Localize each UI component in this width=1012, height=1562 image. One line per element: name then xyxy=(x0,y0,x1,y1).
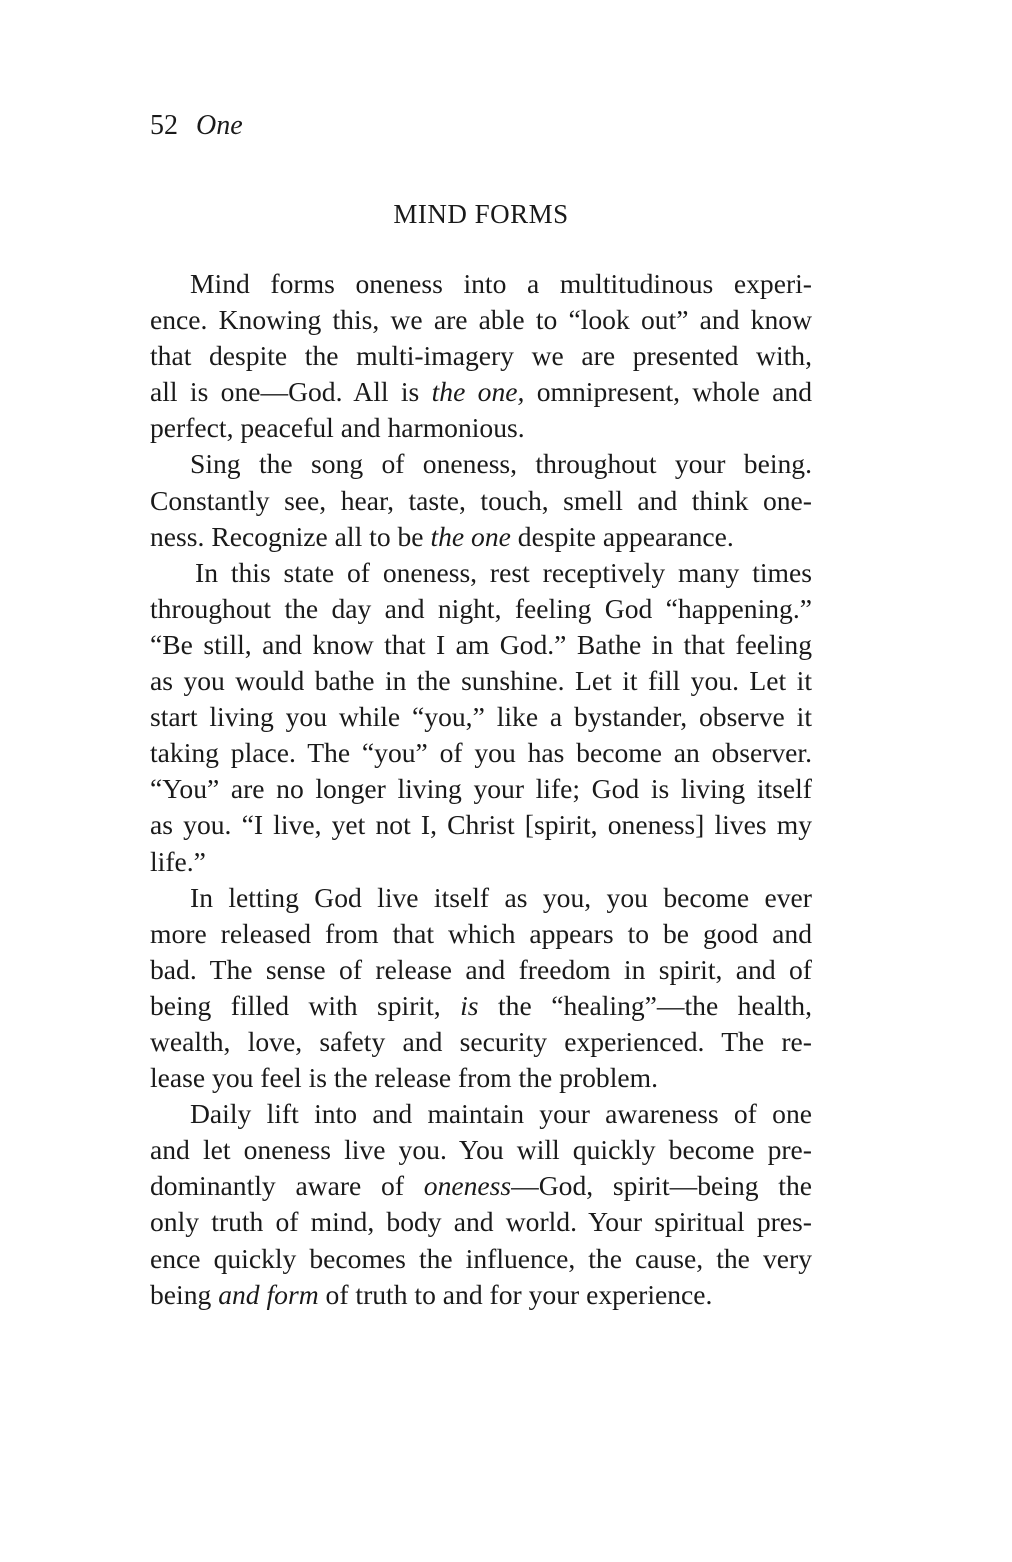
text-line: that despite the multi-imagery we are presented with, xyxy=(150,340,812,372)
text-line: and let oneness live you. You will quickly become pre- xyxy=(150,1134,812,1166)
text-line: life.” xyxy=(150,845,206,877)
text-line: Mind forms oneness into a multitudinous experi- xyxy=(190,268,812,299)
text-line: ness. Recognize all to be the one despite appearance. xyxy=(150,520,734,552)
section-title: MIND FORMS xyxy=(393,199,569,229)
text-line: dominantly aware of oneness—God, spirit—being the xyxy=(150,1170,812,1202)
text-line: being and form of truth to and for your experience. xyxy=(150,1278,713,1310)
text-line: In letting God live itself as you, you become ever xyxy=(190,881,812,913)
text-line: Sing the song of oneness, throughout your being. xyxy=(190,448,812,480)
text-line: all is one—God. All is the one, omnipresent, whole and xyxy=(150,376,812,408)
text-line: “Be still, and know that I am God.” Bathe in that feeling xyxy=(150,628,812,660)
text-line: as you. “I live, yet not I, Christ [spirit, oneness] lives my xyxy=(150,809,812,841)
text-line: Daily lift into and maintain your awareness of one xyxy=(190,1098,812,1130)
text-line: perfect, peaceful and harmonious. xyxy=(150,412,525,444)
text-line: ence quickly becomes the influence, the cause, the very xyxy=(150,1242,812,1274)
text-line: wealth, love, safety and security experienced. The re- xyxy=(150,1025,812,1057)
text-line: as you would bathe in the sunshine. Let it fill you. Let it xyxy=(150,665,812,697)
running-head xyxy=(150,108,243,144)
text-line: more released from that which appears to be good and xyxy=(150,917,812,949)
text-line: start living you while “you,” like a bystander, observe it xyxy=(150,701,812,733)
book-title: One xyxy=(196,110,243,141)
body-text xyxy=(150,266,812,1313)
text-line: Constantly see, hear, taste, touch, smell and think one- xyxy=(150,484,812,516)
text-line: only truth of mind, body and world. Your spiritual pres- xyxy=(150,1206,812,1238)
page-number: 52 xyxy=(150,110,178,141)
text-line: ence. Knowing this, we are able to “look out” and know xyxy=(150,304,812,336)
text-line: throughout the day and night, feeling God “happening.” xyxy=(150,592,812,624)
text-line: “You” are no longer living your life; God is living itself xyxy=(150,773,812,805)
text-line: In this state of oneness, rest receptively many times xyxy=(195,556,812,588)
text-line: taking place. The “you” of you has become an observer. xyxy=(150,737,812,769)
text-line: being filled with spirit, is the “healing”—the health, xyxy=(150,989,813,1021)
text-line: bad. The sense of release and freedom in spirit, and of xyxy=(150,953,812,985)
text-line: lease you feel is the release from the problem. xyxy=(150,1062,658,1094)
